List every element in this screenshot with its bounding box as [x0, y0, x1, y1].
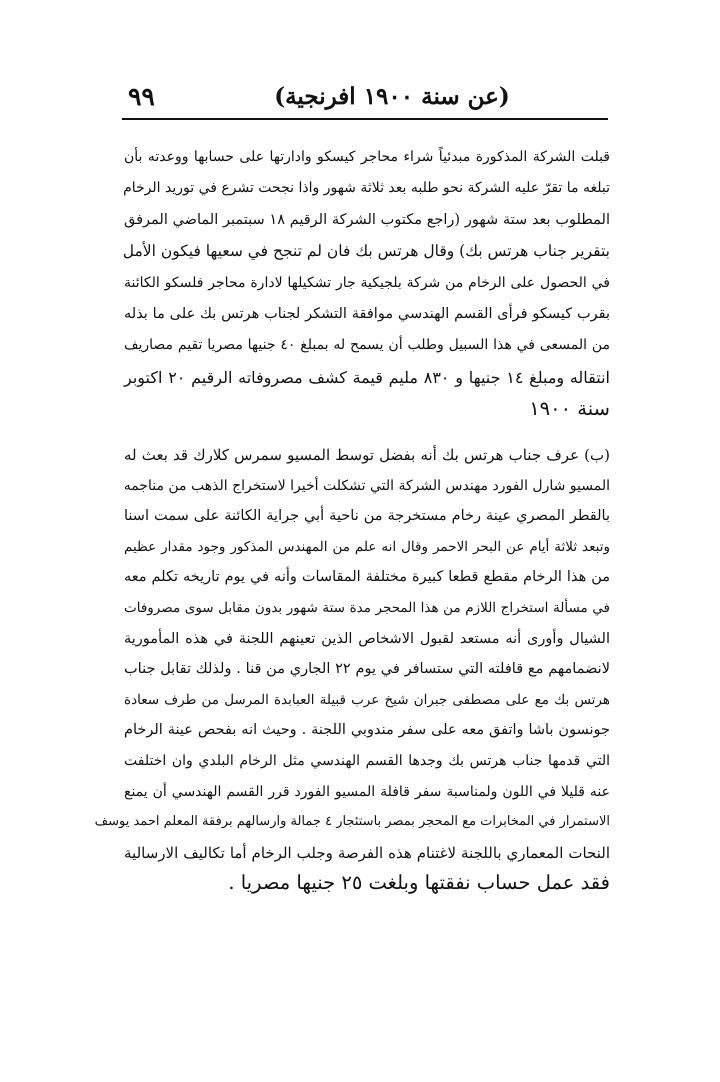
text-line: فقد عمل حساب نفقتها وبلغت ٢٥ جنيها مصريا .	[228, 871, 610, 895]
text-line: وتبعد ثلاثة أيام عن البحر الاحمر وقال انه علم من المهندس المذكور وجود مقدار عظيم	[124, 538, 610, 555]
paragraph-a	[124, 142, 610, 425]
page-number: ٩٩	[128, 82, 155, 111]
paragraph-b	[94, 440, 610, 899]
text-line: هرتس بك مع على مصطفى جبران شيخ عرب قبيلة العبابدة المرسل من طرف سعادة	[124, 691, 610, 708]
text-line: جونسون باشا واتفق معه على سفر مندوبي اللجنة . وحيث انه بفحص عينة الرخام	[124, 722, 610, 739]
text-line: انتقاله ومبلغ ١٤ جنيها و ٨٣٠ مليم قيمة كشف مصروفاته الرقيم ٢٠ اكتوبر	[124, 367, 610, 387]
text-line: التي قدمها جناب هرتس بك وجدها القسم الهندسي مثل الرخام البلدي وان اختلفت	[124, 752, 610, 769]
text-line: بتقرير جناب هرتس بك) وقال هرتس بك فان لم تنجح في سعيها فيكون الأمل	[122, 242, 610, 261]
page-header	[122, 80, 608, 120]
text-line: المسيو شارل الفورد مهندس الشركة التي تشكلت أخيرا لاستخراج الذهب من مناجمه	[123, 477, 610, 494]
text-line: من هذا الرخام مقطع قطعا كبيرة مختلفة المقاسات وأنه في يوم تاريخه تكلم معه	[124, 569, 610, 586]
text-line: في مسألة استخراج اللازم من هذا المحجر مدة ستة شهور بدون مقابل سوى مصروفات	[124, 599, 610, 616]
text-line: بالقطر المصري عينة رخام مستخرجة من ناحية أبي جراية الكائنة على سمت اسنا	[124, 508, 610, 525]
text-line: سنة ١٩٠٠	[529, 397, 610, 421]
text-line: في الحصول على الرخام من شركة بلجيكية جار تشكيلها لادارة محاجر فلسكو الكائنة	[124, 274, 610, 291]
text-line: بقرب كيسكو فرأى القسم الهندسي موافقة التشكر لجناب هرتس بك على ما بذله	[124, 305, 610, 322]
text-line: لانضمامهم مع قافلته التي ستسافر في يوم ٢٢ الجاري من قنا . ولذلك تقابل جناب	[124, 661, 610, 678]
text-line: تبلغه ما تقرّ عليه الشركة نحو طلبه بعد ثلاثة شهور واذا نجحت تشرع في توريد الرخام	[123, 180, 610, 197]
running-title: (عن سنة ١٩٠٠ افرنجية)	[274, 83, 510, 110]
text-line: الاستمرار في المخابرات مع المحجر بمصر باستئجار ٤ جمالة وارسالهم برفقة المعلم احمد يوسف	[94, 814, 610, 830]
header-rule	[122, 118, 608, 120]
text-line: المطلوب بعد ستة شهور (راجع مكتوب الشركة الرقيم ١٨ سبتمبر الماضي المرفق	[124, 211, 610, 228]
text-line: النحات المعماري باللجنة لاغتنام هذه الفرصة وجلب الرخام أما تكاليف الارسالية	[124, 843, 610, 862]
text-line: (ب) عرف جناب هرتس بك أنه بفضل توسط المسيو سمرس كلارك قد بعث له	[124, 446, 610, 464]
text-line: من المسعى في هذا السبيل وطلب أن يسمح له بمبلغ ٤٠ جنيها مصريا تقيم مصاريف	[124, 337, 611, 354]
text-line: الشيال وأورى أنه مستعد لقبول الاشخاص الذين تعينهم اللجنة في هذه المأمورية	[124, 630, 610, 647]
text-line: عنه قليلا في اللون ولمناسبة سفر قافلة المسيو الفورد قرر القسم الهندسي أن يمنع	[124, 783, 610, 800]
text-line: قبلت الشركة المذكورة مبدئياً شراء محاجر كيسكو وادارتها على حسابها ووعدته بأن	[124, 149, 610, 165]
